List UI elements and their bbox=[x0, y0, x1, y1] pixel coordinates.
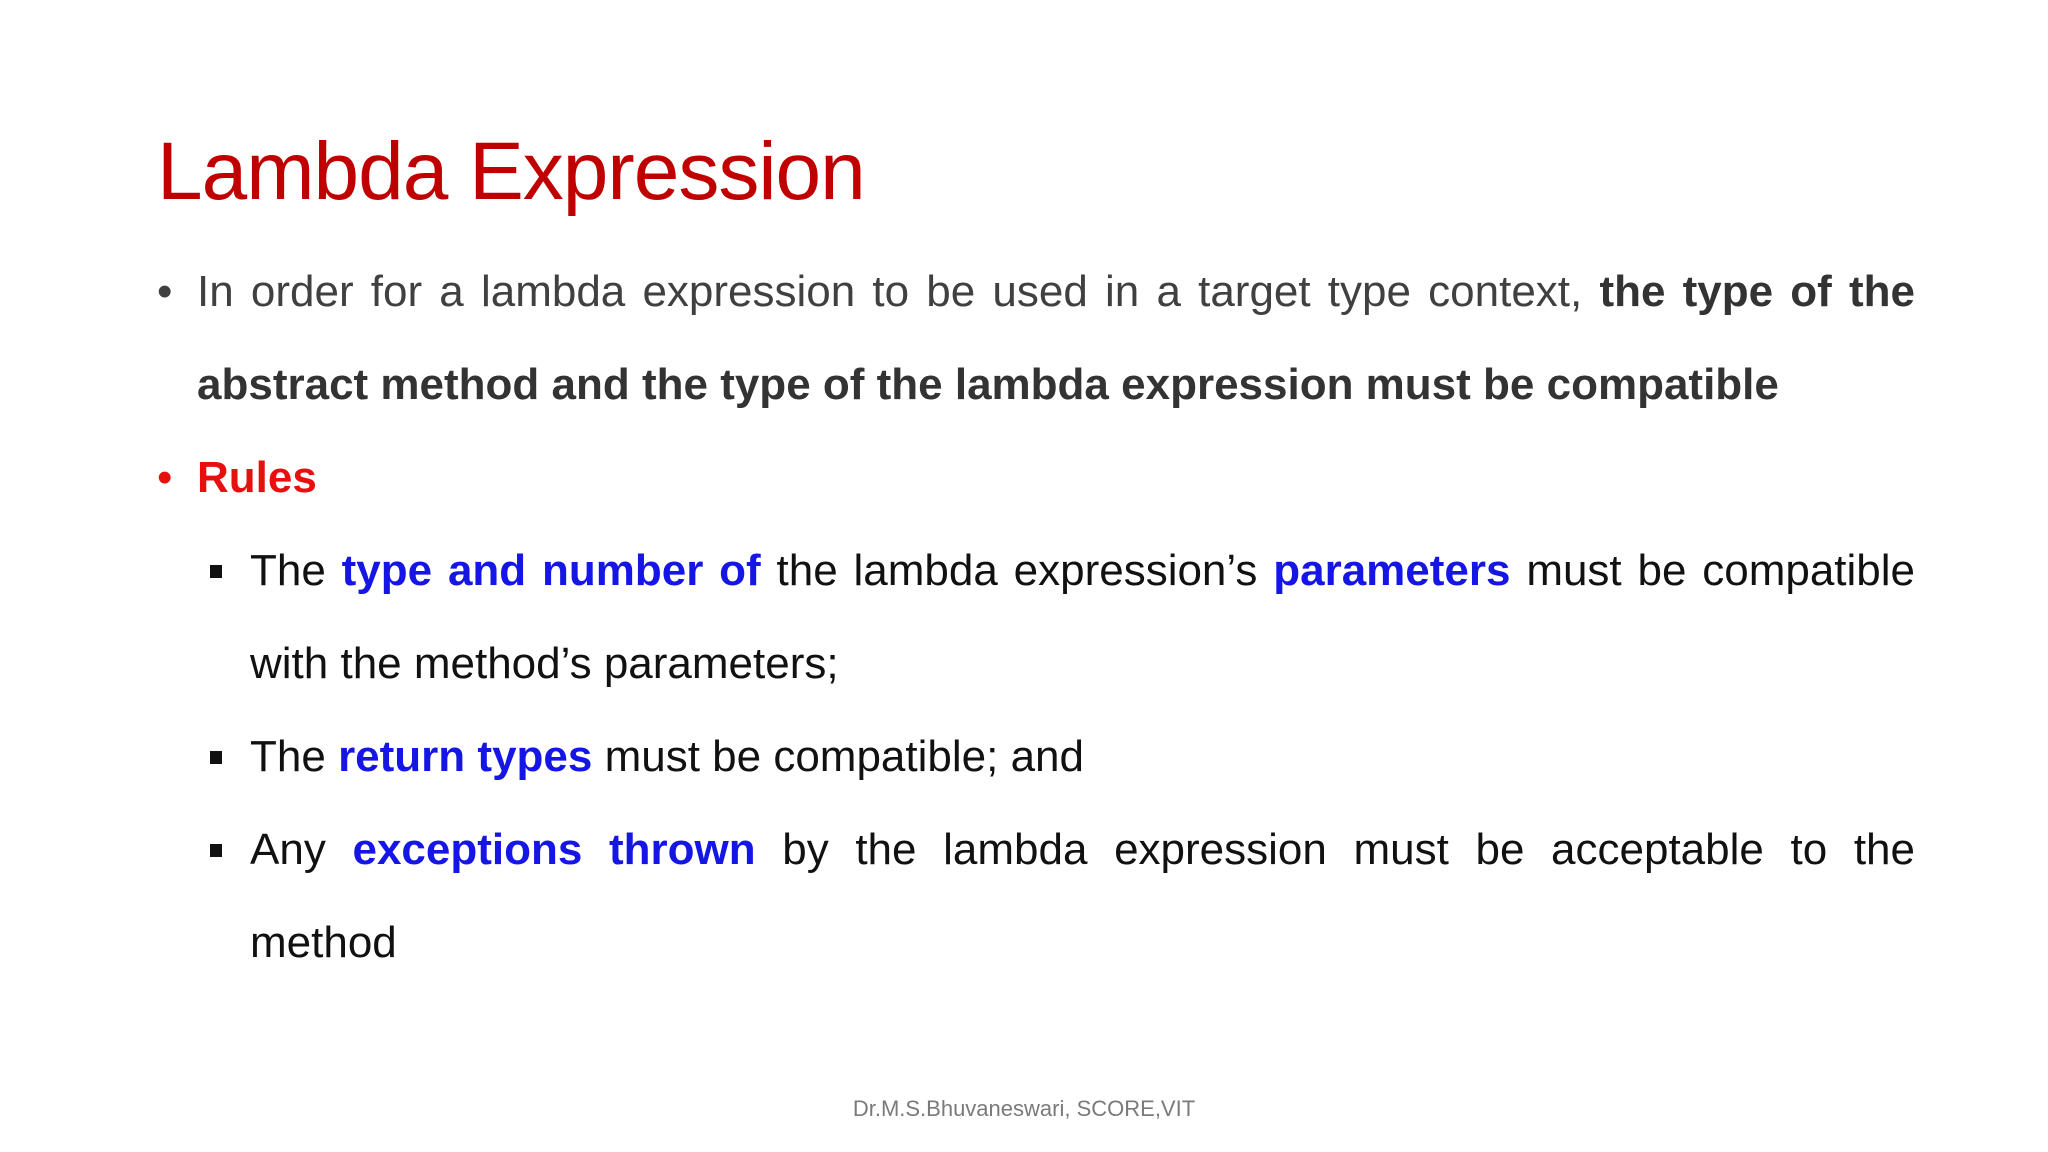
bullet-target-type-context bbox=[157, 245, 1915, 431]
bullet-dot-icon: • bbox=[157, 453, 173, 502]
bullet-text-plain: In order for a lambda expression to be used in a target type context, bbox=[197, 267, 1583, 316]
rule-item-parameters bbox=[160, 524, 1915, 710]
square-bullet-icon bbox=[210, 565, 222, 578]
rule-text: The bbox=[250, 732, 326, 781]
rules-heading: Rules bbox=[197, 453, 317, 502]
rule-highlight: parameters bbox=[1273, 546, 1511, 595]
rule-text: the lambda expression’s bbox=[776, 546, 1258, 595]
bullet-rules bbox=[157, 431, 1915, 524]
rule-highlight: type and number of bbox=[341, 546, 761, 595]
slide-title: Lambda Expression bbox=[157, 126, 865, 217]
rule-text: Any bbox=[250, 825, 326, 874]
slide-body bbox=[157, 245, 1915, 989]
rule-text: by the lambda expression must be acceptable to the method bbox=[250, 825, 1915, 967]
square-bullet-icon bbox=[210, 844, 222, 857]
bullet-text-bold: the type of the abstract method and the type of the lambda expression must be compatible bbox=[197, 267, 1915, 409]
rule-item-return-types bbox=[160, 710, 1915, 803]
rule-highlight: exceptions thrown bbox=[352, 825, 756, 874]
rule-text: The bbox=[250, 546, 326, 595]
rule-item-exceptions bbox=[160, 803, 1915, 989]
rule-text: must be compatible; and bbox=[604, 732, 1084, 781]
rule-highlight: return types bbox=[338, 732, 593, 781]
slide-footer: Dr.M.S.Bhuvaneswari, SCORE,VIT bbox=[852, 1096, 1196, 1121]
bullet-dot-icon: • bbox=[157, 267, 173, 316]
square-bullet-icon bbox=[210, 751, 222, 764]
rule-text: must be compatible with the method’s parameters; bbox=[250, 546, 1916, 688]
